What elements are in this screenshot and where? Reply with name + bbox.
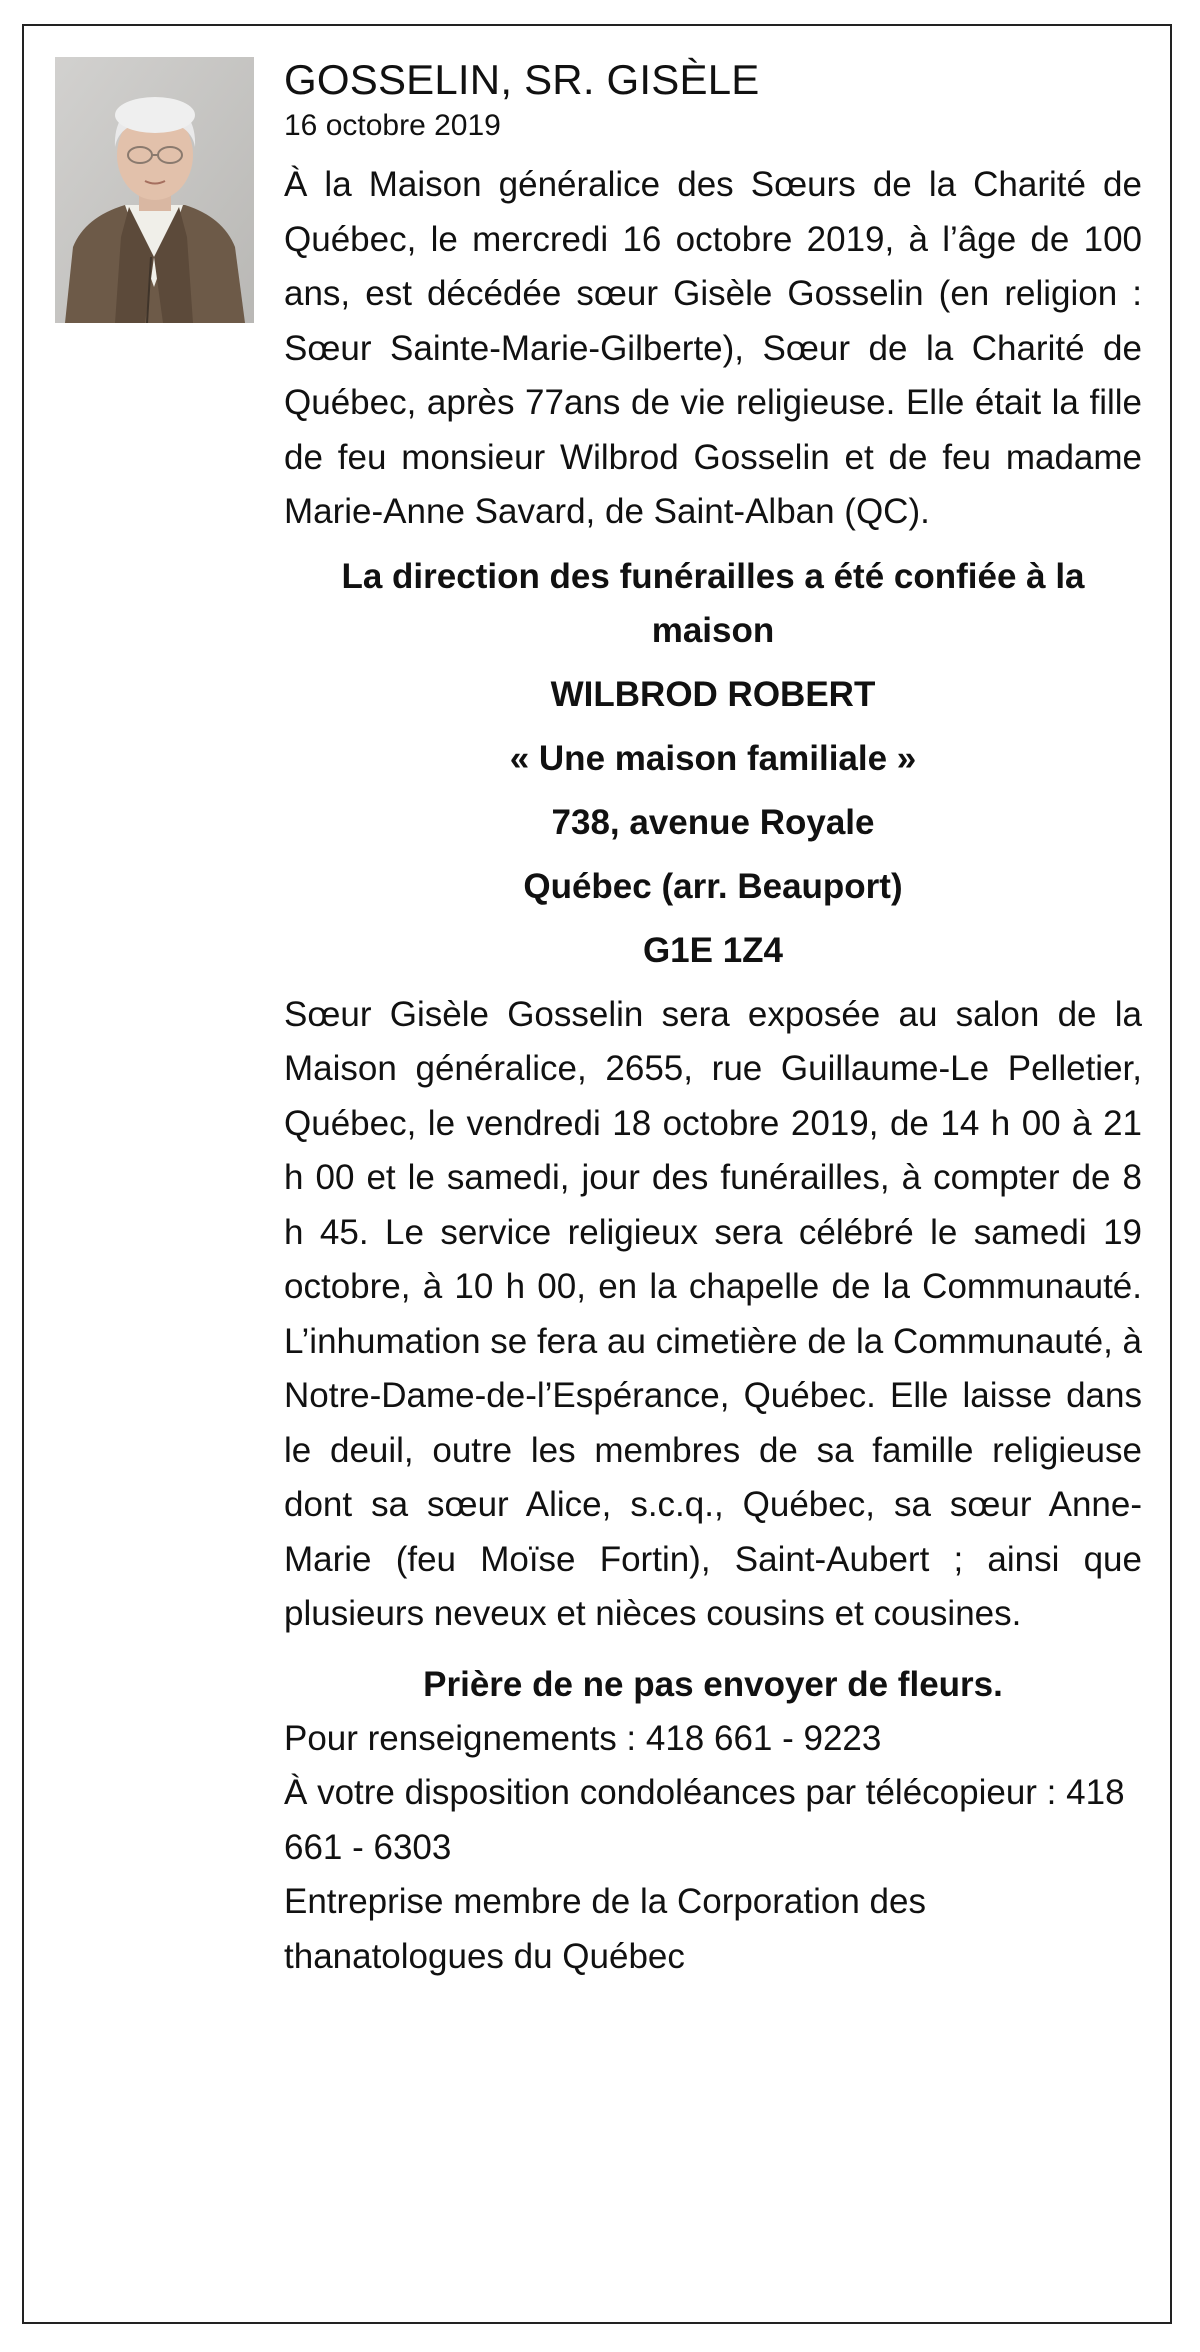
death-date: 16 octobre 2019 xyxy=(284,109,501,142)
funeral-home-postal-code: G1E 1Z4 xyxy=(642,930,784,970)
funeral-home-name: WILBROD ROBERT xyxy=(550,674,876,714)
corporation-membership: Entreprise membre de la Corporation des thanatologues du Québec xyxy=(284,1882,926,1976)
funeral-home-address: 738, avenue Royale xyxy=(551,802,875,842)
fax-condolences: À votre disposition condoléances par télécopieur : 418 661 - 6303 xyxy=(284,1773,1125,1867)
obituary-content xyxy=(284,52,1142,1984)
flowers-notice: Prière de ne pas envoyer de fleurs. xyxy=(423,1664,1003,1704)
details-paragraph: Sœur Gisèle Gosselin sera exposée au salon de la Maison généralice, 2655, rue Guillaume-Le Pelletier, Québec, le vendredi 18 octobre 2019, de 14 h 00 à 21 h 00 et le samedi, jour des funérailles, à compter de 8 h 45. Le service religieux sera célébré le samedi 19 octobre, à 10 h 00, en la chapelle de la Communauté. L’inhumation se fera au cimetière de la Communauté, à Notre-Dame-de-l’Espérance, Québec. Elle laisse dans le deuil, outre les membres de sa famille religieuse dont sa sœur Alice, s.c.q., Québec, sa sœur Anne-Marie (feu Moïse Fortin), Saint-Aubert ; ainsi que plusieurs neveux et nièces cousins et cousines. xyxy=(284,994,1142,1633)
intro-paragraph: À la Maison généralice des Sœurs de la Charité de Québec, le mercredi 16 octobre 2019, à l’âge de 100 ans, est décédée sœur Gisèle Gosselin (en religion : Sœur Sainte-Marie-Gilberte), Sœur de la Charité de Québec, après 77ans de vie religieuse. Elle était la fille de feu monsieur Wilbrod Gosselin et de feu madame Marie-Anne Savard, de Saint-Alban (QC). xyxy=(284,165,1142,531)
funeral-home-city: Québec (arr. Beauport) xyxy=(523,866,903,906)
info-phone: Pour renseignements : 418 661 - 9223 xyxy=(284,1718,882,1758)
deceased-name: GOSSELIN, SR. GISÈLE xyxy=(284,56,760,103)
funeral-home-slogan: « Une maison familiale » xyxy=(509,738,917,778)
funeral-direction-heading: La direction des funérailles a été confiée à la maison xyxy=(341,556,1085,650)
portrait-photo xyxy=(55,57,254,323)
